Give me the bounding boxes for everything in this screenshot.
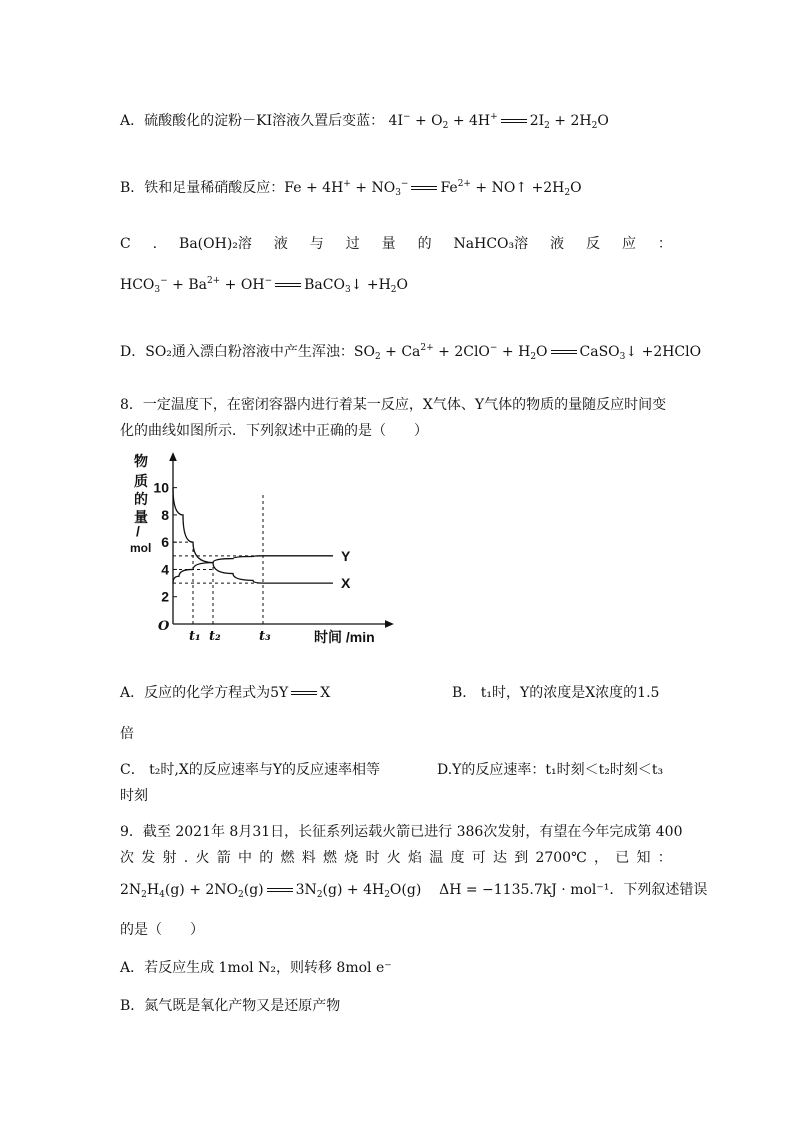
q9-stem-word: 知: [636, 850, 651, 866]
q8-stem-line1: 8．一定温度下，在密闭容器内进行着某一反应，X气体、Y气体的物质的量随反应时间变: [120, 397, 667, 413]
q9-stem-word: 火: [386, 850, 401, 866]
q9-stem-word: ：: [657, 850, 672, 866]
q7-option-c-word: Ba(OH)₂溶: [179, 236, 252, 252]
q9-stem-word: ，: [594, 850, 608, 866]
q9-stem-word: 次: [120, 850, 134, 866]
q7-option-c-line1: [120, 234, 672, 254]
q9-stem-word: 烧: [344, 850, 359, 866]
y-axis-label-char: 量: [134, 509, 148, 525]
q9-stem-word: 2700℃: [535, 850, 587, 866]
q9-delta-h: ΔH = −1135.7kJ · mol⁻¹: [439, 882, 610, 898]
q7-option-c-word: 液: [273, 236, 288, 252]
y-axis-label-char: 质: [134, 473, 148, 489]
q8-chart: [128, 452, 398, 644]
q7-option-b-equation: $Fe + 4H^+ + NO_3^-$ $Fe^{2+}$ + NO↑ $+2H_2O$: [284, 179, 582, 198]
y-tick-label: 10: [153, 479, 169, 496]
q8-option-a-tail: X: [320, 685, 331, 701]
q9-stem-word: 箭: [216, 850, 231, 866]
q7-option-c-word: .: [152, 236, 158, 252]
q7-option-c-word: 反: [586, 236, 601, 252]
q7-option-c-word: NaHCO₃溶: [453, 236, 529, 252]
y-axis-label-unit: mol: [130, 541, 152, 555]
q8-option-c: C． t₂时,X的反应速率与Y的反应速率相等: [120, 762, 381, 778]
q7-option-d: [120, 342, 701, 362]
q7-option-c-word: 与: [309, 236, 324, 252]
q9-stem-word: 火: [195, 850, 210, 866]
q7-option-b-text: B．铁和足量稀硝酸反应：: [120, 180, 285, 196]
time-mark-label: t₁: [189, 629, 201, 644]
y-axis-label-char: /: [136, 523, 140, 539]
q9-stem-line4: 的是（ ）: [120, 922, 204, 938]
q8-option-d: D.Y的反应速率：t₁时刻＜t₂时刻＜t₃: [437, 762, 664, 778]
q8-stem-line2: 化的曲线如图所示．下列叙述中正确的是（ ）: [120, 423, 428, 439]
y-axis-label-char: 的: [134, 491, 148, 507]
q9-option-a: A．若反应生成 1mol N₂，则转移 8mol e⁻: [120, 960, 392, 976]
y-tick-label: 4: [161, 561, 169, 578]
series-label-x: X: [341, 575, 351, 592]
time-mark-label: t₂: [209, 629, 221, 644]
q9-stem-word: 料: [301, 850, 316, 866]
q8-option-a: [120, 683, 330, 703]
series-label-y: Y: [341, 547, 351, 564]
q9-stem-line2: [120, 848, 672, 868]
q7-option-d-text: D．SO₂通入漂白粉溶液中产生浑浊：: [120, 344, 354, 360]
q9-stem-word: 中: [237, 850, 252, 866]
q9-equation-tail: ．下列叙述错误: [609, 882, 708, 898]
q9-stem-word: 可: [471, 850, 486, 866]
q9-stem-word: 度: [450, 850, 465, 866]
q9-option-b: B．氮气既是氧化产物又是还原产物: [120, 998, 341, 1014]
q8-option-d-continued: 时刻: [120, 788, 148, 804]
q9-stem-word: 达: [492, 850, 507, 866]
q9-stem-word: 发: [141, 850, 156, 866]
series-curve-x: [173, 488, 333, 583]
q7-option-a-text: A．硫酸酸化的淀粉－KI溶液久置后变蓝：: [120, 113, 385, 129]
q7-option-a: [120, 111, 609, 131]
q8-option-a-text: A．反应的化学方程式为5Y: [120, 685, 289, 701]
q9-stem-word: 燃: [322, 850, 337, 866]
q9-stem-word: 射: [162, 850, 177, 866]
q7-option-c-word: 量: [381, 236, 396, 252]
q7-option-c-word: 液: [550, 236, 565, 252]
q7-option-c-word: 应: [621, 236, 636, 252]
q9-stem-word: 的: [259, 850, 274, 866]
time-mark-label: t₃: [259, 629, 271, 644]
y-tick-label: 8: [161, 506, 169, 523]
q9-stem-word: 焰: [407, 850, 422, 866]
q9-stem-word: 燃: [280, 850, 295, 866]
q7-option-c-word: 过: [345, 236, 360, 252]
q7-option-c-equation: $HCO_3^- + Ba^{2+} + OH^-$ BaCO$_3$↓ $+H_2O$: [120, 276, 409, 295]
q7-option-c-word: ：: [657, 236, 672, 252]
q9-equation: $2N_2H_4(g) + 2NO_2(g) 3N_2(g) + 4H_2O(g)$ ΔH = −1135.7kJ · mol⁻¹．下列叙述错误: [120, 882, 708, 900]
q7-option-c-word: 的: [417, 236, 432, 252]
q7-option-b: [120, 178, 582, 198]
origin-label: O: [158, 619, 170, 634]
q9-stem-word: .: [183, 850, 189, 866]
x-axis-label: 时间 /min: [314, 629, 375, 644]
q7-option-c-label: C: [120, 236, 131, 252]
q7-option-d-equation: $SO_2 + Ca^{2+} + 2ClO^- + H_2O$ CaSO$_3$↓ +2HClO: [353, 343, 702, 362]
q9-stem-word: 温: [429, 850, 444, 866]
q9-stem-line1: 9．截至 2021年 8月31日，长征系列运载火箭已进行 386次发射，有望在今年完成第 400: [120, 824, 683, 840]
q7-option-a-equation: $4I^- + O_2 + 4H^+$ $2I_2 + 2H_2O$: [384, 112, 609, 131]
q9-stem-word: 到: [514, 850, 529, 866]
y-tick-label: 2: [161, 588, 169, 605]
q9-stem-word: 时: [365, 850, 380, 866]
y-axis-label-char: 物: [134, 453, 148, 469]
y-tick-label: 6: [161, 534, 169, 551]
q8-option-b: B． t₁时，Y的浓度是X浓度的1.5: [452, 685, 660, 701]
q9-stem-word: 已: [615, 850, 630, 866]
q8-option-b-continued: 倍: [120, 726, 134, 742]
